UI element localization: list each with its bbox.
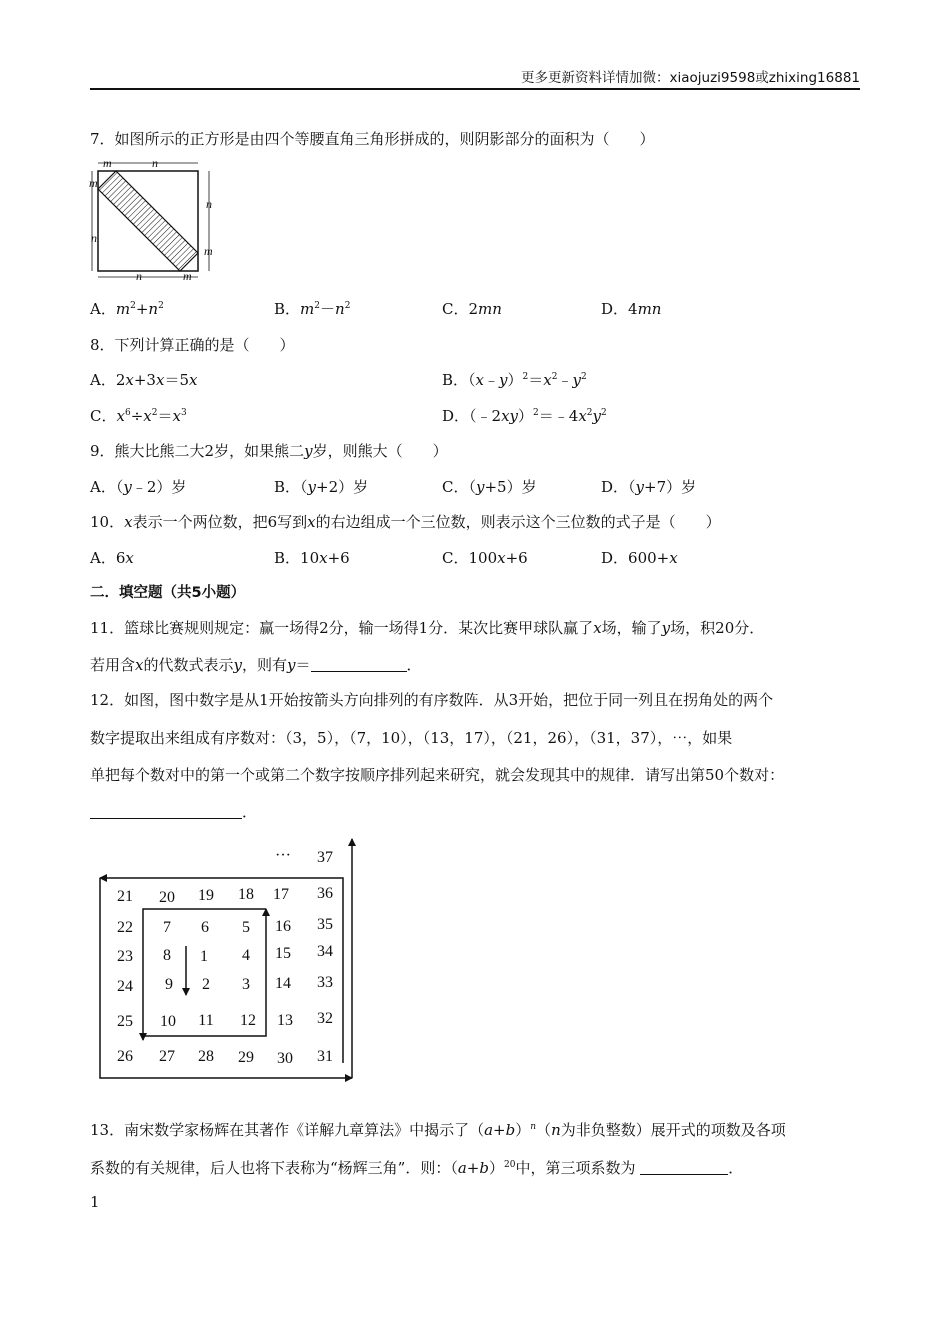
q11-line2: 若用含x的代数式表示y，则有y＝ ． <box>90 656 422 674</box>
spiral-num-31: 31 <box>317 1048 333 1065</box>
q10-option-b[interactable]: B．10x+6 <box>274 549 350 567</box>
spiral-num-9: 9 <box>165 976 173 993</box>
spiral-num-11: 11 <box>198 1012 214 1029</box>
header-rule <box>90 88 860 90</box>
spiral-num-3: 3 <box>242 976 250 993</box>
spiral-num-37: 37 <box>317 849 333 866</box>
q7-label-m-left: m <box>89 176 98 190</box>
q10-option-c[interactable]: C．100x+6 <box>442 549 528 567</box>
q7-option-a[interactable]: A．$m^2+n^2$ <box>90 300 164 318</box>
spiral-num-14: 14 <box>275 975 291 992</box>
spiral-num-33: 33 <box>317 974 333 991</box>
spiral-num-8: 8 <box>163 947 171 964</box>
q12-answer-blank[interactable] <box>90 804 242 819</box>
q10-option-d[interactable]: D．600+x <box>601 549 678 567</box>
q11-answer-blank[interactable] <box>311 657 407 672</box>
q12-line4: ． <box>90 801 257 822</box>
q7-label-m-bottom: m <box>183 269 192 281</box>
spiral-num-6: 6 <box>201 919 209 936</box>
spiral-num-25: 25 <box>117 1013 133 1030</box>
q7-option-c[interactable]: C．2mn <box>442 300 502 318</box>
spiral-num-27: 27 <box>159 1048 175 1065</box>
spiral-num-32: 32 <box>317 1010 333 1027</box>
spiral-num-13: 13 <box>277 1012 293 1029</box>
q12-spiral-figure <box>85 833 370 1093</box>
page-header: 更多更新资料详情加微：xiaojuzi9598或zhixing16881 <box>521 70 860 86</box>
spiral-num-21: 21 <box>117 888 133 905</box>
q7-label-m-right: m <box>204 244 213 258</box>
q8-option-b[interactable]: B．$(x﹣y)^2=x^2﹣y^2$ <box>442 371 587 389</box>
spiral-num-28: 28 <box>198 1048 214 1065</box>
spiral-num-20: 20 <box>159 889 175 906</box>
q7-label-n-left: n <box>91 231 97 245</box>
spiral-num-35: 35 <box>317 916 333 933</box>
q8-option-d[interactable]: D．$(﹣2xy)^2=﹣4x^2y^2$ <box>442 407 607 425</box>
spiral-num-16: 16 <box>275 918 291 935</box>
q8-option-a[interactable]: A．2x+3x＝5x <box>90 371 198 389</box>
spiral-num-15: 15 <box>275 945 291 962</box>
q12-line3: 单把每个数对中的第一个或第二个数字按顺序排列起来研究，就会发现其中的规律．请写出第50个数对： <box>90 766 785 784</box>
q10-stem: 10．x表示一个两位数，把6写到x的右边组成一个三位数，则表示这个三位数的式子是（ ） <box>90 513 721 531</box>
spiral-num-26: 26 <box>117 1048 133 1065</box>
spiral-num-34: 34 <box>317 943 333 960</box>
spiral-num-23: 23 <box>117 948 133 965</box>
q7-label-n-right: n <box>206 197 212 211</box>
spiral-num-10: 10 <box>160 1013 176 1030</box>
q8-option-c[interactable]: C．$x^6\div x^2=x^3$ <box>90 407 187 425</box>
page-number: 1 <box>90 1193 100 1211</box>
spiral-num-17: 17 <box>273 886 289 903</box>
q7-shaded-rectangle <box>98 171 198 271</box>
q9-stem: 9．熊大比熊二大2岁，如果熊二y岁，则熊大（ ） <box>90 442 448 460</box>
spiral-num-1: 1 <box>200 948 208 965</box>
spiral-num-36: 36 <box>317 885 333 902</box>
spiral-num-29: 29 <box>238 1049 254 1066</box>
q9-option-b[interactable]: B．（y+2）岁 <box>274 478 369 496</box>
spiral-num-18: 18 <box>238 886 254 903</box>
q13-answer-blank[interactable] <box>640 1160 728 1175</box>
spiral-num-12: 12 <box>240 1012 256 1029</box>
q7-square-figure <box>88 156 223 281</box>
spiral-num-5: 5 <box>242 919 250 936</box>
section-title-fill-blank: 二．填空题（共5小题） <box>90 585 246 601</box>
q11-line1: 11．篮球比赛规则规定：赢一场得2分，输一场得1分．某次比赛甲球队赢了x场，输了y场，积20分． <box>90 619 765 637</box>
q9-option-c[interactable]: C．（y+5）岁 <box>442 478 537 496</box>
q7-option-d[interactable]: D．4mn <box>601 300 662 318</box>
spiral-ellipsis: ··· <box>275 847 291 864</box>
q9-option-a[interactable]: A．（y﹣2）岁 <box>90 478 187 496</box>
q8-stem: 8．下列计算正确的是（ ） <box>90 336 295 354</box>
q12-line2: 数字提取出来组成有序数对：（3，5），（7，10），（13，17），（21，26），（31，37），⋯，如果 <box>90 729 733 747</box>
q12-line1: 12．如图，图中数字是从1开始按箭头方向排列的有序数阵．从3开始，把位于同一列且在拐角处的两个 <box>90 691 774 709</box>
q10-option-a[interactable]: A．6x <box>90 549 134 567</box>
spiral-num-4: 4 <box>242 947 250 964</box>
q7-label-n-top: n <box>152 156 158 170</box>
q7-stem: 7．如图所示的正方形是由四个等腰直角三角形拼成的，则阴影部分的面积为（ ） <box>90 130 655 148</box>
q7-option-b[interactable]: B．$m^2-n^2$ <box>274 300 351 318</box>
q9-option-d[interactable]: D．（y+7）岁 <box>601 478 697 496</box>
q13-line2: 系数的有关规律，后人也将下表称为“杨辉三角”．则：$(a+b)^{20}$中，第三项系数为 ． <box>90 1159 744 1177</box>
spiral-num-19: 19 <box>198 887 214 904</box>
spiral-num-2: 2 <box>202 976 210 993</box>
q13-line1: 13．南宋数学家杨辉在其著作《详解九章算法》中揭示了$(a+b)^n(n$为非负整数）展开式的项数及各项 <box>90 1121 786 1139</box>
q7-label-n-bottom: n <box>136 269 142 281</box>
spiral-num-7: 7 <box>163 919 171 936</box>
q7-label-m-top: m <box>103 156 112 170</box>
spiral-num-22: 22 <box>117 919 133 936</box>
spiral-num-30: 30 <box>277 1050 293 1067</box>
spiral-num-24: 24 <box>117 978 133 995</box>
